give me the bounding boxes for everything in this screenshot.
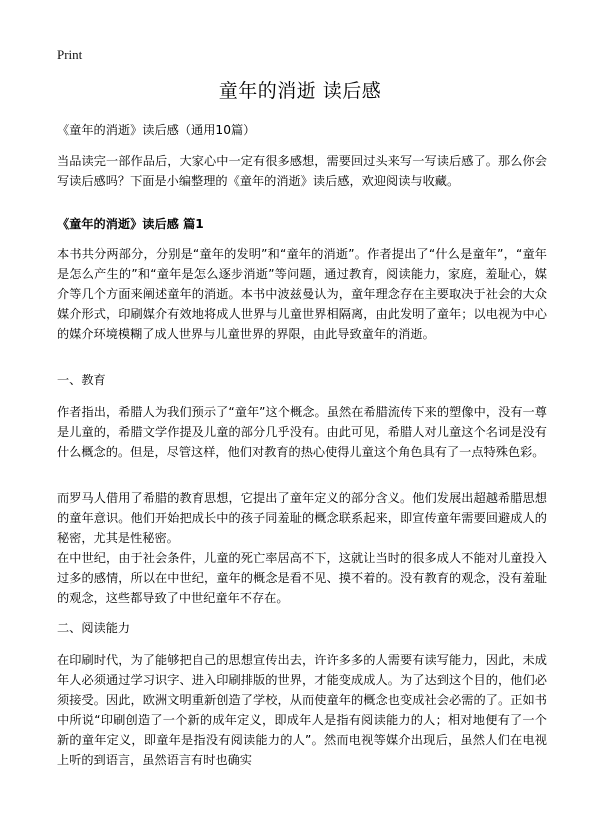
print-label[interactable]: Print — [57, 47, 83, 62]
paragraph-roman: 而罗马人借用了希腊的教育思想，它提出了童年定义的部分含义。他们发展出超越希腊思想的童年意识。他们开始把成长中的孩子同羞耻的概念联系起来，即宣传童年需要回避成人的秘密，尤其是性秘密。 — [57, 491, 547, 545]
paragraph-greek: 作者指出，希腊人为我们预示了“童年”这个概念。虽然在希腊流传下来的塑像中，没有一尊是儿童的，希腊文学作提及儿童的部分几乎没有。由此可见，希腊人对儿童这个名词是没有什么概念的。但是，尽管这样，他们对教育的热心使得儿童这个角色具有了一点特殊色彩。 — [57, 405, 547, 459]
heading-reading: 二、阅读能力 — [57, 621, 131, 635]
paragraph-summary: 本书共分两部分，分别是“童年的发明”和“童年的消逝”。作者提出了“什么是童年”，“童年是怎么产生的”和“童年是怎么逐步消逝”等问题，通过教育，阅读能力，家庭，羞耻心，媒介等几个方面来阐述童年的消逝。本书中波兹曼认为，童年理念存在主要取决于社会的大众媒介形式，印刷媒介有效地将成人世界与儿童世界相隔离，由此发明了童年；以电视为中心的媒介环境模糊了成人世界与儿童世界的界限，由此导致童年的消逝。 — [57, 247, 547, 341]
subtitle-line: 《童年的消逝》读后感（通用10篇） — [57, 123, 256, 137]
intro-paragraph: 当品读完一部作品后，大家心中一定有很多感想，需要回过头来写一写读后感了。那么你会写读后感吗？下面是小编整理的《童年的消逝》读后感，欢迎阅读与收藏。 — [57, 154, 547, 188]
paragraph-medieval: 在中世纪，由于社会条件，儿童的死亡率居高不下，这就让当时的很多成人不能对儿童投入过多的感情，所以在中世纪，童年的概念是看不见、摸不着的。没有教育的观念，没有羞耻的观念，这些都导致了中世纪童年不存在。 — [57, 551, 547, 605]
section-heading: 《童年的消逝》读后感 篇1 — [57, 217, 204, 231]
document-title: 童年的消逝 读后感 — [218, 80, 382, 102]
heading-education: 一、教育 — [57, 373, 106, 387]
paragraph-printing: 在印刷时代，为了能够把自己的思想宣传出去，许许多多的人需要有读写能力，因此，未成年人必须通过学习识字、进入印刷排版的世界，才能变成成人。为了达到这个目的，他们必须接受。因此，欧洲文明重新创造了学校，从而使童年的概念也变成社会必需的了。正如书中所说“印刷创造了一个新的成年定义，即成年人是指有阅读能力的人；相对地便有了一个新的童年定义，即童年是指没有阅读能力的人”。然而电视等媒介出现后，虽然人们在电视上听的到语言，虽然语言有时也确实 — [57, 653, 547, 767]
